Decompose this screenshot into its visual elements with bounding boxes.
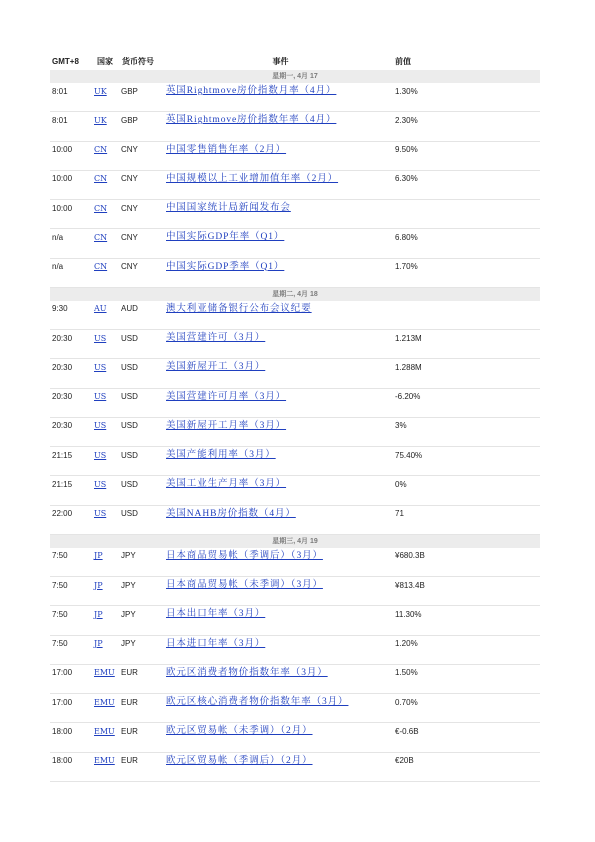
time-cell: 8:01 bbox=[52, 115, 68, 125]
currency-code: USD bbox=[121, 392, 138, 401]
previous-value: 1.30% bbox=[395, 86, 418, 96]
previous-value: 0% bbox=[395, 479, 407, 489]
event-link[interactable]: 中国实际GDP季率（Q1） bbox=[166, 261, 285, 272]
previous-value: 71 bbox=[395, 509, 404, 518]
previous-value: ¥680.3B bbox=[395, 551, 425, 561]
event-link[interactable]: 欧元区核心消费者物价指数年率（3月） bbox=[166, 697, 349, 707]
previous-value: 75.40% bbox=[395, 450, 423, 460]
time-cell: 20:30 bbox=[52, 362, 73, 372]
currency-code: EUR bbox=[121, 726, 138, 736]
previous-value: €-0.6B bbox=[395, 726, 419, 736]
time-cell: 17:00 bbox=[52, 697, 73, 707]
country-link[interactable]: JP bbox=[94, 580, 103, 590]
country-link[interactable]: AU bbox=[94, 304, 107, 314]
country-link[interactable]: US bbox=[94, 362, 107, 372]
currency-code: USD bbox=[121, 421, 138, 431]
time-cell: 20:30 bbox=[52, 392, 73, 401]
event-link[interactable]: 美国工业生产月率（3月） bbox=[166, 479, 287, 490]
currency-code: EUR bbox=[121, 668, 138, 678]
event-link[interactable]: 美国新屋开工（3月） bbox=[166, 362, 266, 373]
table-row bbox=[50, 636, 540, 665]
previous-value: 1.288M bbox=[395, 362, 422, 372]
table-row bbox=[50, 506, 540, 535]
currency-code: USD bbox=[121, 479, 138, 489]
country-link[interactable]: US bbox=[94, 421, 107, 431]
time-cell: 20:30 bbox=[52, 333, 73, 343]
table-row bbox=[50, 359, 540, 388]
previous-value: 6.80% bbox=[395, 232, 418, 242]
country-link[interactable]: CN bbox=[94, 232, 108, 242]
time-cell: 18:00 bbox=[52, 756, 73, 765]
day-header: 星期一, 4月 17 bbox=[50, 70, 540, 83]
time-cell: 18:00 bbox=[52, 726, 73, 736]
table-row bbox=[50, 476, 540, 505]
currency-code: CNY bbox=[121, 232, 138, 242]
table-row bbox=[50, 665, 540, 694]
country-link[interactable]: UK bbox=[94, 86, 107, 96]
event-link[interactable]: 日本出口年率（3月） bbox=[166, 609, 266, 620]
table-row bbox=[50, 200, 540, 229]
event-link[interactable]: 日本进口年率（3月） bbox=[166, 638, 266, 649]
previous-value: 11.30% bbox=[395, 609, 422, 619]
table-row bbox=[50, 548, 540, 577]
header-currency: 货币符号 bbox=[122, 57, 154, 66]
time-cell: 8:01 bbox=[52, 86, 68, 96]
currency-code: CNY bbox=[121, 174, 138, 184]
country-link[interactable]: EMU bbox=[94, 668, 115, 678]
table-row bbox=[50, 259, 540, 288]
country-link[interactable]: CN bbox=[94, 174, 108, 184]
previous-value: 2.30% bbox=[395, 115, 418, 125]
country-link[interactable]: US bbox=[94, 392, 107, 401]
table-row bbox=[50, 229, 540, 258]
country-link[interactable]: US bbox=[94, 479, 107, 489]
event-link[interactable]: 美国营建许可月率（3月） bbox=[166, 391, 287, 402]
time-cell: 20:30 bbox=[52, 421, 73, 431]
event-link[interactable]: 英国Rightmove房价指数年率（4月） bbox=[166, 115, 337, 126]
country-link[interactable]: US bbox=[94, 450, 107, 460]
table-row bbox=[50, 447, 540, 476]
country-link[interactable]: JP bbox=[94, 639, 103, 648]
time-cell: 7:50 bbox=[52, 639, 68, 648]
event-link[interactable]: 日本商品贸易帐（季调后）（3月） bbox=[166, 550, 323, 561]
currency-code: CNY bbox=[121, 203, 138, 213]
currency-code: JPY bbox=[121, 639, 136, 648]
time-cell: 10:00 bbox=[52, 145, 73, 154]
time-cell: 21:15 bbox=[52, 450, 73, 460]
event-link[interactable]: 欧元区贸易帐（未季调）（2月） bbox=[166, 726, 313, 737]
country-link[interactable]: CN bbox=[94, 145, 108, 154]
event-link[interactable]: 英国Rightmove房价指数月率（4月） bbox=[166, 86, 337, 96]
time-cell: n/a bbox=[52, 262, 64, 271]
country-link[interactable]: JP bbox=[94, 551, 103, 561]
previous-value: 3% bbox=[395, 421, 407, 431]
currency-code: EUR bbox=[121, 756, 138, 765]
country-link[interactable]: EMU bbox=[94, 726, 115, 736]
table-row bbox=[50, 723, 540, 752]
currency-code: CNY bbox=[121, 145, 138, 154]
event-link[interactable]: 美国新屋开工月率（3月） bbox=[166, 420, 287, 431]
table-row bbox=[50, 142, 540, 171]
time-cell: 7:50 bbox=[52, 551, 68, 561]
currency-code: USD bbox=[121, 362, 138, 372]
currency-code: JPY bbox=[121, 551, 136, 561]
time-cell: 10:00 bbox=[52, 203, 73, 213]
event-link[interactable]: 中国零售销售年率（2月） bbox=[166, 144, 287, 155]
table-row bbox=[50, 301, 540, 330]
previous-value: 1.213M bbox=[395, 333, 422, 343]
time-cell: 9:30 bbox=[52, 304, 68, 314]
day-header: 星期三, 4月 19 bbox=[50, 535, 540, 548]
event-link[interactable]: 澳大利亚储备银行公布会议纪要 bbox=[166, 303, 312, 314]
event-link[interactable]: 欧元区消费者物价指数年率（3月） bbox=[166, 667, 328, 678]
currency-code: USD bbox=[121, 333, 138, 343]
header-event: 事件 bbox=[272, 57, 289, 66]
previous-value: 1.70% bbox=[395, 262, 418, 271]
country-link[interactable]: US bbox=[94, 333, 107, 343]
event-link[interactable]: 中国实际GDP年率（Q1） bbox=[166, 232, 285, 243]
country-link[interactable]: CN bbox=[94, 262, 108, 271]
country-link[interactable]: EMU bbox=[94, 697, 115, 707]
table-row bbox=[50, 753, 540, 782]
time-cell: 7:50 bbox=[52, 609, 68, 619]
table-row bbox=[50, 112, 540, 141]
header-country: 国家 bbox=[97, 57, 113, 66]
event-link[interactable]: 美国产能利用率（3月） bbox=[166, 450, 276, 460]
header-previous: 前值 bbox=[395, 57, 411, 66]
country-link[interactable]: UK bbox=[94, 115, 107, 125]
time-cell: 21:15 bbox=[52, 479, 73, 489]
currency-code: EUR bbox=[121, 697, 138, 707]
time-cell: 22:00 bbox=[52, 509, 73, 518]
table-row bbox=[50, 418, 540, 447]
table-header-row bbox=[50, 54, 540, 70]
previous-value: 1.50% bbox=[395, 668, 418, 678]
country-link[interactable]: EMU bbox=[94, 756, 115, 765]
table-row bbox=[50, 694, 540, 723]
table-row bbox=[50, 606, 540, 635]
previous-value: 1.20% bbox=[395, 639, 418, 648]
previous-value: -6.20% bbox=[395, 392, 421, 401]
header-time: GMT+8 bbox=[52, 57, 79, 66]
currency-code: GBP bbox=[121, 115, 138, 125]
country-link[interactable]: CN bbox=[94, 203, 108, 213]
event-link[interactable]: 美国营建许可（3月） bbox=[166, 333, 266, 343]
economic-calendar-table bbox=[50, 54, 540, 782]
currency-code: JPY bbox=[121, 580, 136, 590]
time-cell: n/a bbox=[52, 232, 64, 242]
currency-code: USD bbox=[121, 450, 138, 460]
time-cell: 10:00 bbox=[52, 174, 73, 184]
calendar-body bbox=[50, 70, 540, 782]
table-row bbox=[50, 330, 540, 359]
previous-value: 9.50% bbox=[395, 145, 418, 154]
previous-value: €20B bbox=[395, 756, 414, 765]
table-row bbox=[50, 389, 540, 418]
day-header: 星期二, 4月 18 bbox=[50, 288, 540, 301]
currency-code: JPY bbox=[121, 609, 136, 619]
previous-value: 6.30% bbox=[395, 174, 418, 184]
currency-code: GBP bbox=[121, 86, 138, 96]
time-cell: 17:00 bbox=[52, 668, 73, 678]
event-link[interactable]: 欧元区贸易帐（季调后）（2月） bbox=[166, 755, 313, 766]
table-row bbox=[50, 171, 540, 200]
table-row bbox=[50, 83, 540, 112]
country-link[interactable]: JP bbox=[94, 609, 103, 619]
event-link[interactable]: 日本商品贸易帐（未季调）（3月） bbox=[166, 580, 323, 590]
currency-code: CNY bbox=[121, 262, 138, 271]
event-link[interactable]: 美国NAHB房价指数（4月） bbox=[166, 508, 296, 519]
time-cell: 7:50 bbox=[52, 580, 68, 590]
table-row bbox=[50, 577, 540, 606]
currency-code: AUD bbox=[121, 304, 138, 314]
currency-code: USD bbox=[121, 509, 138, 518]
previous-value: 0.70% bbox=[395, 697, 418, 707]
previous-value: ¥813.4B bbox=[395, 580, 425, 590]
event-link[interactable]: 中国规模以上工业增加值年率（2月） bbox=[166, 173, 339, 184]
event-link[interactable]: 中国国家统计局新闻发布会 bbox=[166, 203, 291, 213]
country-link[interactable]: US bbox=[94, 509, 107, 518]
